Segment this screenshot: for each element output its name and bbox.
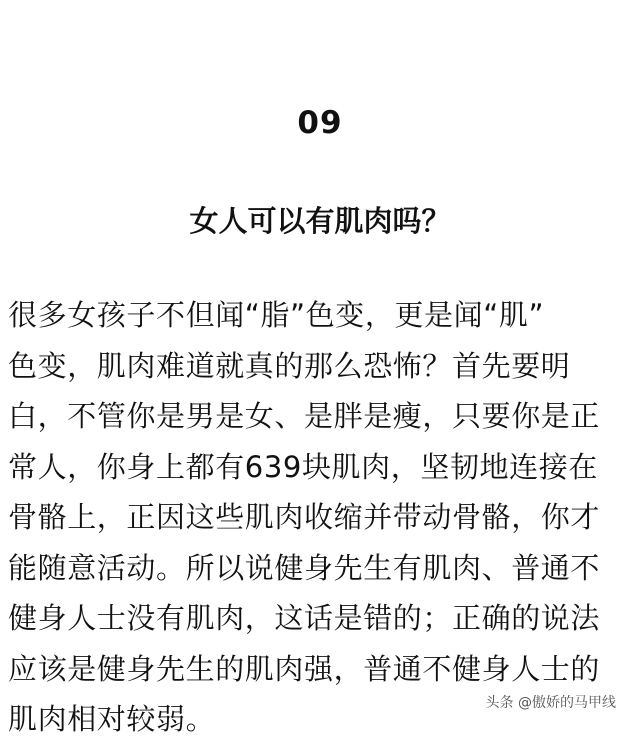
paragraph-line: 常人，你身上都有639块肌肉，坚韧地连接在 bbox=[8, 449, 598, 484]
section-heading: 女人可以有肌肉吗？ bbox=[189, 204, 451, 238]
paragraph-line: 应该是健身先生的肌肉强，普通不健身人士的 bbox=[8, 651, 601, 686]
paragraph-line: 肌肉相对较弱。 bbox=[8, 702, 216, 736]
section-number: 09 bbox=[297, 105, 343, 141]
article-paragraph bbox=[8, 290, 638, 745]
paragraph-line: 白，不管你是男是女、是胖是瘦，只要你是正 bbox=[8, 399, 601, 433]
paragraph-line: 骨骼上，正因这些肌肉收缩并带动骨骼，你才 bbox=[8, 500, 601, 534]
paragraph-line: 色变，肌肉难道就真的那么恐怖？首先要明 bbox=[8, 348, 571, 383]
source-watermark: 头条 @傲娇的马甲线 bbox=[485, 695, 616, 711]
paragraph-line: 能随意活动。所以说健身先生有肌肉、普通不 bbox=[8, 550, 601, 585]
paragraph-line: 很多女孩子不但闻“脂”色变，更是闻“肌” bbox=[8, 298, 545, 332]
paragraph-line: 健身人士没有肌肉，这话是错的；正确的说法 bbox=[8, 601, 601, 635]
